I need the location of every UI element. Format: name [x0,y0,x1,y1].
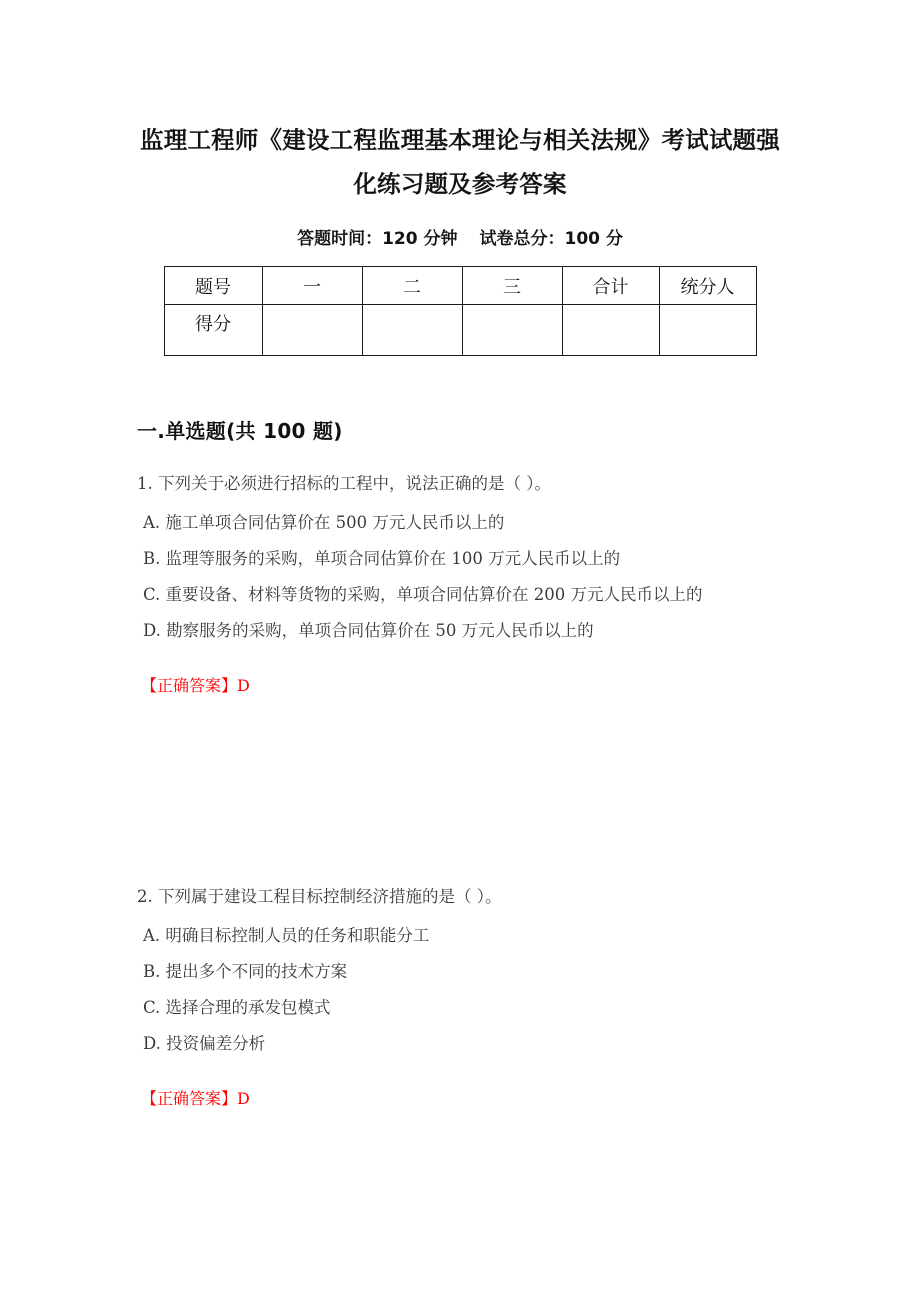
option-c[interactable]: C. 重要设备、材料等货物的采购，单项合同估算价在 200 万元人民币以上的 [143,585,703,604]
table-row [164,305,756,356]
option-a[interactable]: A. 明确目标控制人员的任务和职能分工 [143,926,430,945]
option-d[interactable]: D. 投资偏差分析 [143,1034,266,1053]
table-header-cell: 二 [362,267,462,305]
spacer [137,649,800,671]
table-row-header [164,267,756,305]
exam-info-line [0,206,920,252]
table-cell-score[interactable] [462,305,562,356]
correct-answer-label: 【正确答案】 [141,1089,238,1108]
table-cell-score[interactable] [362,305,462,356]
table-header-cell: 三 [462,267,562,305]
question-1 [137,466,800,701]
question-options [137,505,800,649]
correct-answer-label: 【正确答案】 [141,676,238,695]
correct-answer-1 [137,671,800,701]
option-b[interactable]: B. 监理等服务的采购，单项合同估算价在 100 万元人民币以上的 [143,549,621,568]
section-heading-single-choice: 一.单选题(共 100 题) [137,419,343,443]
score-table-container [0,252,920,356]
option-b[interactable]: B. 提出多个不同的技术方案 [143,962,348,981]
option-c[interactable]: C. 选择合理的承发包模式 [143,998,331,1017]
table-header-cell: 统分人 [659,267,756,305]
exam-total-score: 试卷总分：100 分 [479,229,623,249]
question-2 [137,879,800,1114]
spacer [137,1062,800,1084]
score-table [164,266,757,356]
option-d[interactable]: D. 勘察服务的采购，单项合同估算价在 50 万元人民币以上的 [143,621,594,640]
question-stem: 1. 下列关于必须进行招标的工程中，说法正确的是（ ）。 [137,474,551,493]
correct-answer-2 [137,1084,800,1114]
questions-content [0,356,920,1114]
table-header-cell: 一 [262,267,362,305]
exam-duration: 答题时间：120 分钟 [297,229,458,249]
table-header-cell: 合计 [562,267,659,305]
table-header-cell: 题号 [164,267,262,305]
question-stem: 2. 下列属于建设工程目标控制经济措施的是（ ）。 [137,887,502,906]
option-a[interactable]: A. 施工单项合同估算价在 500 万元人民币以上的 [143,513,505,532]
table-cell-score[interactable] [262,305,362,356]
table-cell-score[interactable] [562,305,659,356]
question-options [137,918,800,1062]
page-title: 监理工程师《建设工程监理基本理论与相关法规》考试试题强化练习题及参考答案 [140,126,780,198]
correct-answer-value: D [237,676,250,695]
correct-answer-value: D [237,1089,250,1108]
table-cell-score[interactable] [659,305,756,356]
spacer [137,701,800,879]
table-row-label: 得分 [164,305,262,356]
